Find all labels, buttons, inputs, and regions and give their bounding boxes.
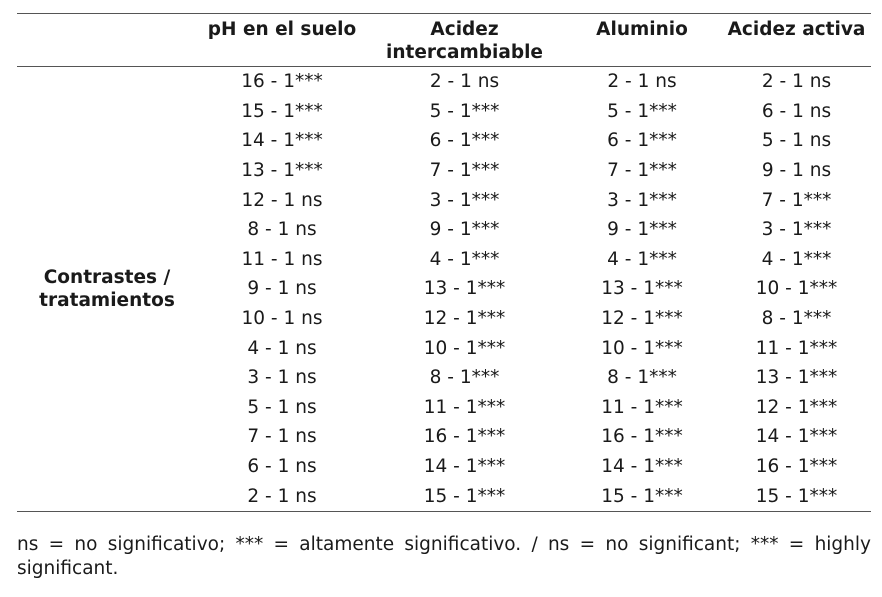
cell-acidez-activa: 3 - 1***	[761, 219, 832, 241]
cell-acidez-activa: 8 - 1***	[761, 308, 832, 330]
table-footnote: ns = no significativo; *** = altamente significativo. / ns = no significant; *** = highly significant.	[17, 534, 871, 579]
cell-acidez-intercambiable: 16 - 1***	[423, 426, 506, 448]
header-acidez-intercambiable: Acidez intercambiable	[386, 19, 543, 63]
cell-acidez-intercambiable: 3 - 1***	[429, 189, 500, 211]
cell-aluminio: 10 - 1***	[601, 337, 683, 359]
table-body	[17, 67, 871, 512]
cell-acidez-activa: 12 - 1***	[755, 396, 838, 418]
cell-acidez-intercambiable: 2 - 1 ns	[429, 71, 500, 93]
cell-acidez-activa: 9 - 1 ns	[761, 160, 832, 182]
header-acidez-activa: Acidez activa	[727, 19, 866, 40]
cell-acidez-intercambiable: 6 - 1***	[429, 130, 500, 152]
cell-ph-suelo: 14 - 1***	[241, 130, 323, 152]
cell-acidez-activa: 6 - 1 ns	[761, 100, 832, 122]
cell-aluminio: 12 - 1***	[601, 308, 683, 330]
cell-ph-suelo: 10 - 1 ns	[241, 308, 323, 330]
cell-aluminio: 14 - 1***	[601, 456, 683, 478]
cell-acidez-activa: 15 - 1***	[755, 485, 838, 507]
cell-acidez-intercambiable: 9 - 1***	[429, 219, 500, 241]
cell-acidez-activa: 16 - 1***	[755, 456, 838, 478]
cell-ph-suelo: 13 - 1***	[241, 160, 323, 182]
row-group-label: Contrastes / tratamientos	[39, 266, 175, 311]
contrasts-table	[17, 13, 871, 512]
header-empty-cell	[17, 14, 197, 67]
cell-aluminio: 2 - 1 ns	[607, 71, 677, 93]
cell-acidez-intercambiable: 8 - 1***	[429, 367, 500, 389]
cell-acidez-activa: 2 - 1 ns	[761, 71, 832, 93]
cell-acidez-intercambiable: 15 - 1***	[423, 485, 506, 507]
cell-acidez-intercambiable: 7 - 1***	[429, 160, 500, 182]
cell-aluminio: 16 - 1***	[601, 426, 683, 448]
cell-acidez-intercambiable: 10 - 1***	[423, 337, 506, 359]
cell-ph-suelo: 3 - 1 ns	[247, 367, 317, 389]
cell-acidez-activa: 5 - 1 ns	[761, 130, 832, 152]
cell-acidez-activa: 13 - 1***	[755, 367, 838, 389]
cell-ph-suelo: 8 - 1 ns	[247, 219, 317, 241]
cell-ph-suelo: 16 - 1***	[241, 71, 323, 93]
cell-ph-suelo: 2 - 1 ns	[247, 485, 317, 507]
cell-acidez-intercambiable: 4 - 1***	[429, 248, 500, 270]
cell-aluminio: 7 - 1***	[607, 160, 677, 182]
header-row	[17, 14, 871, 67]
cell-ph-suelo: 9 - 1 ns	[247, 278, 317, 300]
cell-ph-suelo: 11 - 1 ns	[241, 248, 323, 270]
cell-ph-suelo: 4 - 1 ns	[247, 337, 317, 359]
cell-acidez-activa: 4 - 1***	[761, 248, 832, 270]
cell-acidez-intercambiable: 5 - 1***	[429, 100, 500, 122]
cell-ph-suelo: 7 - 1 ns	[247, 426, 317, 448]
cell-ph-suelo: 6 - 1 ns	[247, 456, 317, 478]
cell-aluminio: 3 - 1***	[607, 189, 677, 211]
cell-aluminio: 6 - 1***	[607, 130, 677, 152]
cell-aluminio: 13 - 1***	[601, 278, 683, 300]
cell-aluminio: 4 - 1***	[607, 248, 677, 270]
cell-aluminio: 9 - 1***	[607, 219, 677, 241]
cell-acidez-intercambiable: 11 - 1***	[423, 396, 506, 418]
header-aluminio: Aluminio	[596, 19, 688, 40]
cell-aluminio: 8 - 1***	[607, 367, 677, 389]
cell-ph-suelo: 12 - 1 ns	[241, 189, 323, 211]
cell-aluminio: 15 - 1***	[601, 485, 683, 507]
cell-aluminio: 5 - 1***	[607, 100, 677, 122]
cell-acidez-activa: 10 - 1***	[755, 278, 838, 300]
cell-aluminio: 11 - 1***	[601, 396, 683, 418]
table-header	[17, 14, 871, 67]
table-row	[17, 67, 871, 97]
cell-ph-suelo: 5 - 1 ns	[247, 396, 317, 418]
cell-ph-suelo: 15 - 1***	[241, 100, 323, 122]
cell-acidez-intercambiable: 14 - 1***	[423, 456, 506, 478]
header-ph-suelo: pH en el suelo	[207, 19, 357, 40]
cell-acidez-intercambiable: 12 - 1***	[423, 308, 506, 330]
cell-acidez-activa: 11 - 1***	[755, 337, 838, 359]
cell-acidez-activa: 14 - 1***	[755, 426, 838, 448]
cell-acidez-activa: 7 - 1***	[761, 189, 832, 211]
cell-acidez-intercambiable: 13 - 1***	[423, 278, 506, 300]
